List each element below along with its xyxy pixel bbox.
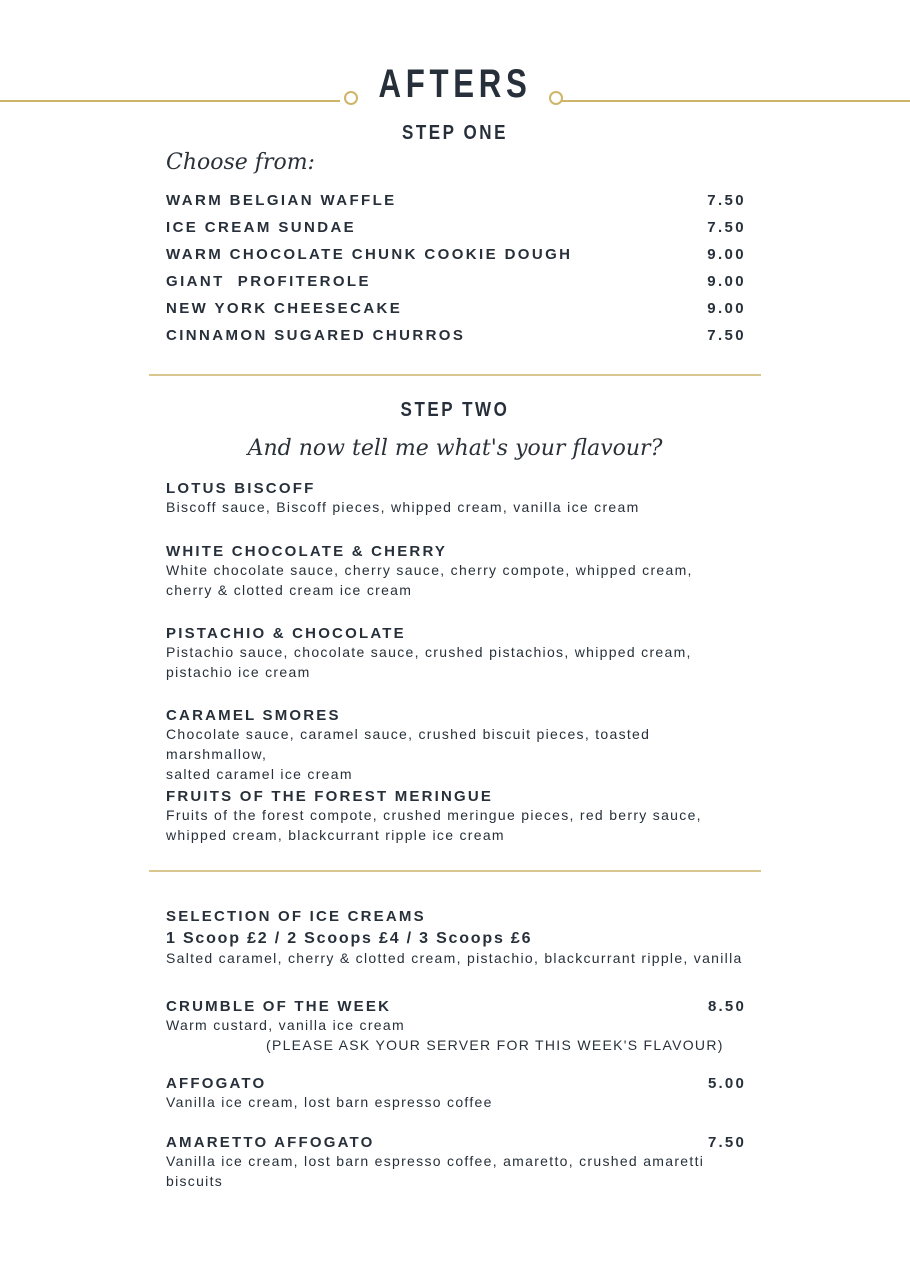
menu-item xyxy=(166,998,756,1055)
flavour-item xyxy=(166,625,756,682)
step-one-subheading: Choose from: xyxy=(166,150,315,175)
item-description: biscuits xyxy=(166,1173,224,1189)
item-price: 7.50 xyxy=(707,219,746,236)
item-name-row xyxy=(166,998,746,1015)
divider xyxy=(149,870,761,872)
item-price: 8.50 xyxy=(708,998,746,1015)
item-description: Pistachio sauce, chocolate sauce, crushed pistachios, whipped cream, xyxy=(166,644,692,660)
item-price: 7.50 xyxy=(707,192,746,209)
item-price: 9.00 xyxy=(707,246,746,263)
menu-item xyxy=(166,219,746,236)
item-name: WARM CHOCOLATE CHUNK COOKIE DOUGH xyxy=(166,246,573,263)
flavour-item xyxy=(166,788,756,845)
step-two-heading: STEP TWO xyxy=(400,399,510,421)
menu-item xyxy=(166,192,746,209)
ice-cream-selection xyxy=(166,908,756,968)
item-price: 7.50 xyxy=(708,1134,746,1151)
item-name-row xyxy=(166,1075,746,1092)
item-name: CINNAMON SUGARED CHURROS xyxy=(166,327,466,344)
item-description: Salted caramel, cherry & clotted cream, pistachio, blackcurrant ripple, vanilla xyxy=(166,950,743,966)
item-name: FRUITS OF THE FOREST MERINGUE xyxy=(166,788,494,805)
item-name: WARM BELGIAN WAFFLE xyxy=(166,192,397,209)
step-one-heading: STEP ONE xyxy=(401,122,509,144)
item-name: LOTUS BISCOFF xyxy=(166,480,316,497)
item-name: AMARETTO AFFOGATO xyxy=(166,1134,375,1151)
item-name: PISTACHIO & CHOCOLATE xyxy=(166,625,406,642)
item-description: salted caramel ice cream xyxy=(166,766,353,782)
flavour-item xyxy=(166,543,756,600)
item-description: Warm custard, vanilla ice cream xyxy=(166,1017,405,1033)
item-description: White chocolate sauce, cherry sauce, cherry compote, whipped cream, xyxy=(166,562,693,578)
item-name: ICE CREAM SUNDAE xyxy=(166,219,357,236)
item-description: Vanilla ice cream, lost barn espresso coffee, amaretto, crushed amaretti xyxy=(166,1153,705,1169)
menu-item xyxy=(166,300,746,317)
item-price: 7.50 xyxy=(707,327,746,344)
flavour-item xyxy=(166,480,756,517)
item-description: Fruits of the forest compote, crushed meringue pieces, red berry sauce, xyxy=(166,807,702,823)
menu-item xyxy=(166,1075,756,1112)
item-price: 5.00 xyxy=(708,1075,746,1092)
item-price: 9.00 xyxy=(707,300,746,317)
item-name: CRUMBLE OF THE WEEK xyxy=(166,998,392,1015)
title-ornament-right xyxy=(562,100,910,102)
flavour-item xyxy=(166,707,756,784)
menu-item xyxy=(166,327,746,344)
divider xyxy=(149,374,761,376)
item-description: Vanilla ice cream, lost barn espresso coffee xyxy=(166,1094,493,1110)
menu-item xyxy=(166,273,746,290)
item-description: pistachio ice cream xyxy=(166,664,311,680)
item-description: whipped cream, blackcurrant ripple ice cream xyxy=(166,827,505,843)
item-description: cherry & clotted cream ice cream xyxy=(166,582,413,598)
item-description: Chocolate sauce, caramel sauce, crushed biscuit pieces, toasted marshmallow, xyxy=(166,726,651,762)
item-note: (PLEASE ASK YOUR SERVER FOR THIS WEEK'S FLAVOUR) xyxy=(266,1037,724,1053)
item-name-row xyxy=(166,1134,746,1151)
item-name: SELECTION OF ICE CREAMS xyxy=(166,908,426,925)
page-title: AFTERS xyxy=(378,62,532,106)
item-price: 9.00 xyxy=(707,273,746,290)
scoop-prices: 1 Scoop £2 / 2 Scoops £4 / 3 Scoops £6 xyxy=(166,930,533,947)
item-name: CARAMEL SMORES xyxy=(166,707,341,724)
item-name: WHITE CHOCOLATE & CHERRY xyxy=(166,543,448,560)
menu-item xyxy=(166,1134,756,1191)
step-two-subheading: And now tell me what's your flavour? xyxy=(247,436,663,461)
item-description: Biscoff sauce, Biscoff pieces, whipped cream, vanilla ice cream xyxy=(166,499,640,515)
menu-item xyxy=(166,246,746,263)
item-name: GIANT PROFITEROLE xyxy=(166,273,371,290)
item-name: AFFOGATO xyxy=(166,1075,267,1092)
curl-ornament-right xyxy=(549,91,563,105)
item-name: NEW YORK CHEESECAKE xyxy=(166,300,403,317)
